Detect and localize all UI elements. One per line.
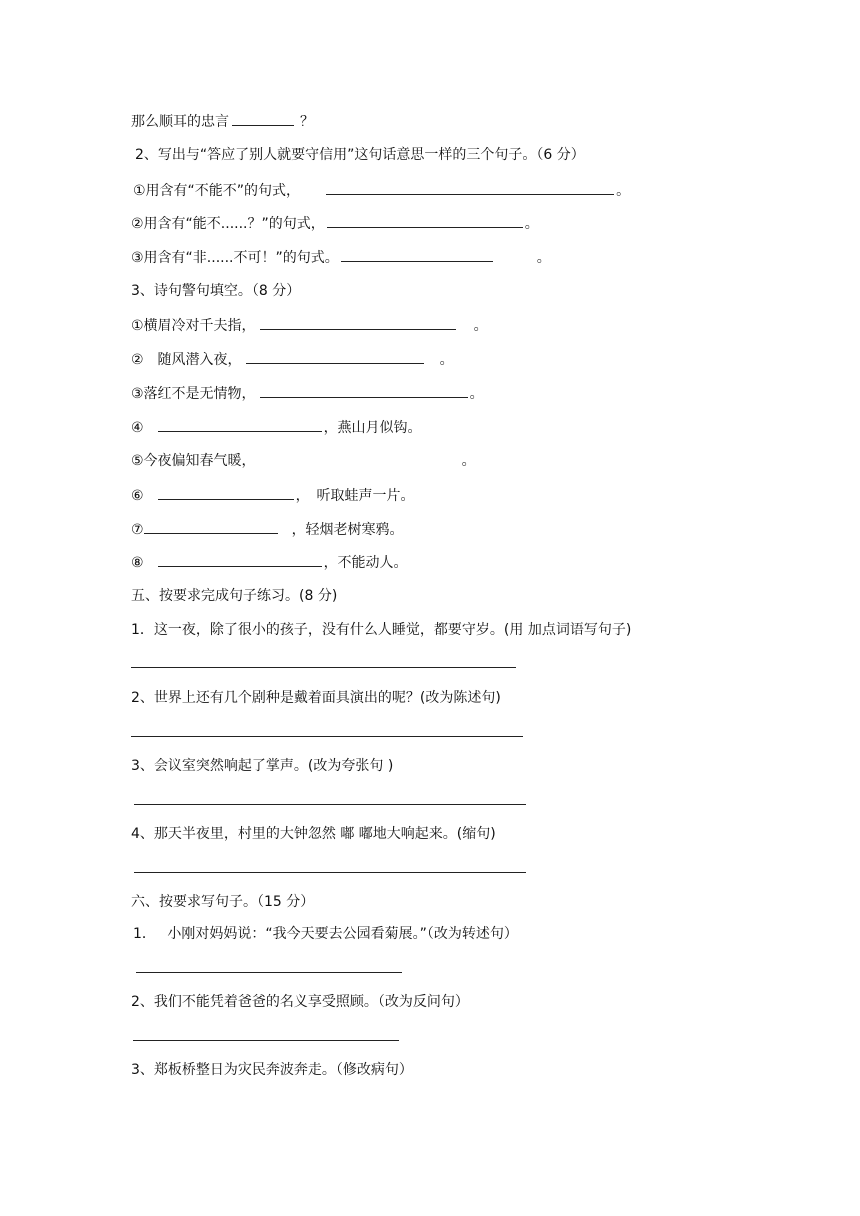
text: ③用含有“非......不可！”的句式。 bbox=[131, 250, 339, 266]
text: 。 bbox=[616, 183, 631, 199]
text-line bbox=[131, 552, 408, 573]
text: ② 随风潜入夜， bbox=[131, 352, 242, 368]
text: 。 bbox=[461, 453, 476, 469]
text: 那么顺耳的忠言 bbox=[131, 114, 229, 130]
question-text: 2、我们不能凭着爸爸的名义享受照顾。（改为反问句） bbox=[131, 994, 469, 1010]
text: ，燕山月似钩。 bbox=[323, 420, 422, 436]
text-line bbox=[131, 349, 454, 370]
answer-blank[interactable] bbox=[158, 485, 294, 500]
text: ⑤今夜偏知春气暖， bbox=[131, 453, 256, 469]
answer-blank[interactable] bbox=[260, 315, 456, 330]
answer-blank[interactable] bbox=[232, 111, 294, 126]
text-line bbox=[131, 485, 415, 506]
text: ？ bbox=[300, 114, 314, 130]
question-heading: 3、诗句警句填空。（8 分） bbox=[131, 283, 301, 299]
text-line bbox=[131, 519, 404, 540]
answer-blank[interactable] bbox=[260, 383, 468, 398]
question-text: 1． 小刚对妈妈说：“我今天要去公园看菊展。”（改为转述句） bbox=[133, 926, 518, 942]
text: ③落红不是无情物， bbox=[131, 386, 256, 402]
section-heading: 六、按要求写句子。（15 分） bbox=[131, 894, 315, 910]
text: ⑦ bbox=[131, 522, 144, 538]
answer-blank[interactable] bbox=[158, 417, 322, 432]
answer-blank[interactable] bbox=[246, 349, 424, 364]
text: 。 bbox=[439, 352, 454, 368]
text: 。 bbox=[536, 250, 551, 266]
text: ⑧ bbox=[131, 555, 144, 571]
text: ，轻烟老树寒鸦。 bbox=[291, 522, 404, 538]
question-text: 3、郑板桥整日为灾民奔波奔走。（修改病句） bbox=[131, 1062, 413, 1078]
text: ①用含有“不能不”的句式， bbox=[133, 183, 301, 199]
question-text: 3、会议室突然响起了掌声。(改为夸张句 ) bbox=[131, 758, 394, 774]
text: 。 bbox=[473, 318, 488, 334]
question-text: 2、世界上还有几个剧种是戴着面具演出的呢？(改为陈述句) bbox=[131, 690, 501, 706]
text: 。 bbox=[469, 386, 484, 402]
text-line bbox=[131, 315, 488, 336]
text-line bbox=[131, 383, 484, 404]
answer-blank[interactable] bbox=[341, 247, 493, 262]
text-line bbox=[131, 247, 551, 268]
question-heading: 2、写出与“答应了别人就要守信用”这句话意思一样的三个句子。（6 分） bbox=[135, 147, 585, 163]
text: ④ bbox=[131, 420, 144, 436]
answer-blank[interactable] bbox=[327, 213, 523, 228]
text: ， 听取蛙声一片。 bbox=[295, 488, 415, 504]
text: ⑥ bbox=[131, 488, 144, 504]
answer-blank[interactable] bbox=[158, 552, 322, 567]
question-text: 4、那天半夜里，村里的大钟忽然 嘟 嘟地大响起来。(缩句) bbox=[131, 826, 496, 842]
answer-line[interactable] bbox=[136, 972, 402, 973]
text: ，不能动人。 bbox=[323, 555, 408, 571]
text: ②用含有“能不......？”的句式， bbox=[131, 216, 325, 232]
answer-line[interactable] bbox=[131, 736, 523, 737]
answer-blank[interactable] bbox=[144, 519, 278, 534]
answer-line[interactable] bbox=[134, 804, 526, 805]
text-line bbox=[131, 417, 422, 438]
text-line bbox=[133, 180, 630, 201]
text: 。 bbox=[524, 216, 539, 232]
text-line bbox=[131, 213, 539, 234]
text-line bbox=[131, 111, 314, 132]
text-line bbox=[131, 451, 476, 471]
answer-line[interactable] bbox=[131, 667, 516, 668]
question-text: 1．这一夜，除了很小的孩子，没有什么人睡觉，都要守岁。(用 加点词语写句子) bbox=[131, 622, 632, 638]
section-heading: 五、按要求完成句子练习。(8 分) bbox=[131, 588, 338, 604]
answer-line[interactable] bbox=[133, 1040, 399, 1041]
text: ①横眉冷对千夫指， bbox=[131, 318, 256, 334]
answer-line[interactable] bbox=[134, 872, 526, 873]
answer-blank[interactable] bbox=[326, 180, 614, 195]
